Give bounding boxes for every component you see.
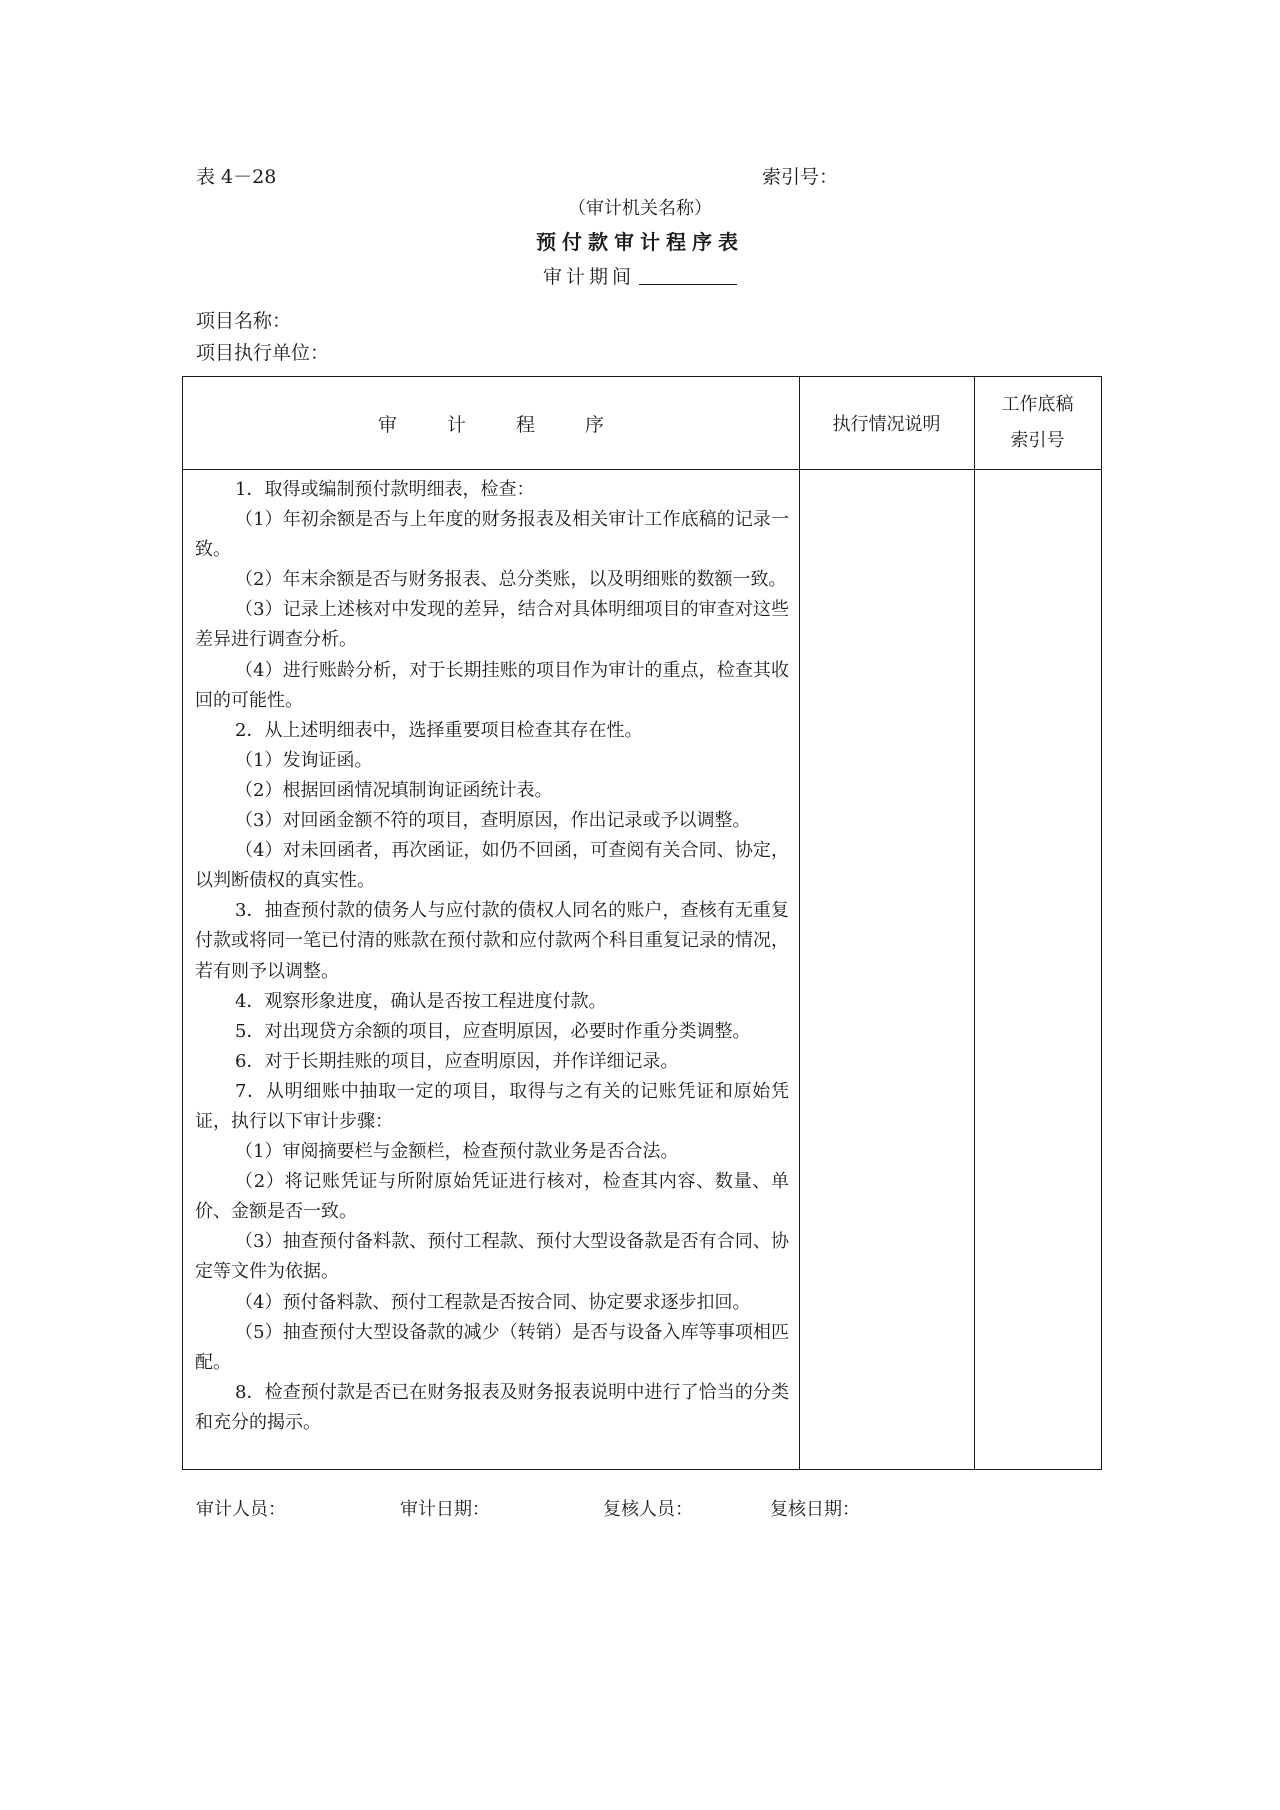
audit-period-label: 审计期间	[542, 266, 635, 288]
procedure-item: （1）审阅摘要栏与金额栏，检查预付款业务是否合法。	[235, 1141, 679, 1163]
header-procedure: 审 计 程 序	[377, 413, 627, 436]
audit-period	[0, 262, 1280, 289]
document-title: 预付款审计程序表	[536, 230, 744, 254]
procedure-item: 6．对于长期挂账的项目，应查明原因，并作详细记录。	[235, 1050, 679, 1072]
procedure-item: （5）抽查预付大型设备款的减少（转销）是否与设备入库等事项相匹配。	[195, 1321, 789, 1373]
reviewer-label: 复核人员：	[603, 1499, 693, 1520]
procedure-item: 4．观察形象进度，确认是否按工程进度付款。	[235, 990, 607, 1012]
procedure-item: （3）对回函金额不符的项目，查明原因，作出记录或予以调整。	[235, 810, 751, 832]
header-execution: 执行情况说明	[832, 414, 941, 435]
project-name-label: 项目名称：	[196, 310, 292, 332]
header-workpaper-index-line2: 索引号	[1010, 430, 1065, 451]
column-divider	[974, 377, 975, 1469]
procedure-item: （3）抽查预付备料款、预付工程款、预付大型设备款是否有合同、协定等文件为依据。	[195, 1231, 789, 1283]
procedure-item: （2）年末余额是否与财务报表、总分类账，以及明细账的数额一致。	[235, 569, 787, 591]
procedure-list	[195, 475, 789, 1438]
procedure-item: 1．取得或编制预付款明细表，检查：	[235, 479, 535, 500]
header-workpaper-index	[974, 377, 1101, 469]
auditor-label: 审计人员：	[196, 1499, 286, 1520]
table-number: 表 4－28	[196, 166, 277, 188]
procedure-item: 3．抽查预付款的债务人与应付款的债权人同名的账户，查核有无重复付款或将同一笔已付清的账款在预付款和应付款两个科目重复记录的情况，若有则予以调整。	[195, 900, 789, 982]
procedure-item: 7．从明细账中抽取一定的项目，取得与之有关的记账凭证和原始凭证，执行以下审计步骤：	[195, 1080, 789, 1132]
procedure-item: （4）预付备料款、预付工程款是否按合同、协定要求逐步扣回。	[235, 1291, 751, 1313]
procedure-item: （2）根据回函情况填制询证函统计表。	[235, 779, 553, 801]
procedure-item: （1）年初余额是否与上年度的财务报表及相关审计工作底稿的记录一致。	[195, 509, 789, 561]
audit-org-name: （审计机关名称）	[568, 198, 712, 219]
project-unit-label: 项目执行单位：	[196, 342, 330, 364]
procedure-item: 8．检查预付款是否已在财务报表及财务报表说明中进行了恰当的分类和充分的揭示。	[195, 1381, 789, 1433]
index-number-label: 索引号：	[762, 166, 839, 188]
audit-date-label: 审计日期：	[400, 1499, 490, 1520]
procedure-item: （3）记录上述核对中发现的差异，结合对具体明细项目的审查对这些差异进行调查分析。	[195, 599, 789, 651]
procedure-item: （1）发询证函。	[235, 749, 373, 771]
header-workpaper-index-line1: 工作底稿	[1001, 394, 1074, 415]
review-date-label: 复核日期：	[770, 1499, 860, 1520]
procedure-item: 2．从上述明细表中，选择重要项目检查其存在性。	[235, 719, 643, 741]
header-divider	[183, 469, 1101, 470]
procedure-item: （4）进行账龄分析，对于长期挂账的项目作为审计的重点，检查其收回的可能性。	[195, 659, 789, 711]
audit-procedure-table	[182, 376, 1102, 1470]
procedure-item: 5．对出现贷方余额的项目，应查明原因，必要时作重分类调整。	[235, 1020, 751, 1042]
column-divider	[799, 377, 800, 1469]
procedure-item: （2）将记账凭证与所附原始凭证进行核对，检查其内容、数量、单价、金额是否一致。	[195, 1171, 789, 1223]
audit-period-blank[interactable]	[639, 266, 737, 285]
procedure-item: （4）对未回函者，再次函证，如仍不回函，可查阅有关合同、协定，以判断债权的真实性。	[195, 840, 789, 892]
